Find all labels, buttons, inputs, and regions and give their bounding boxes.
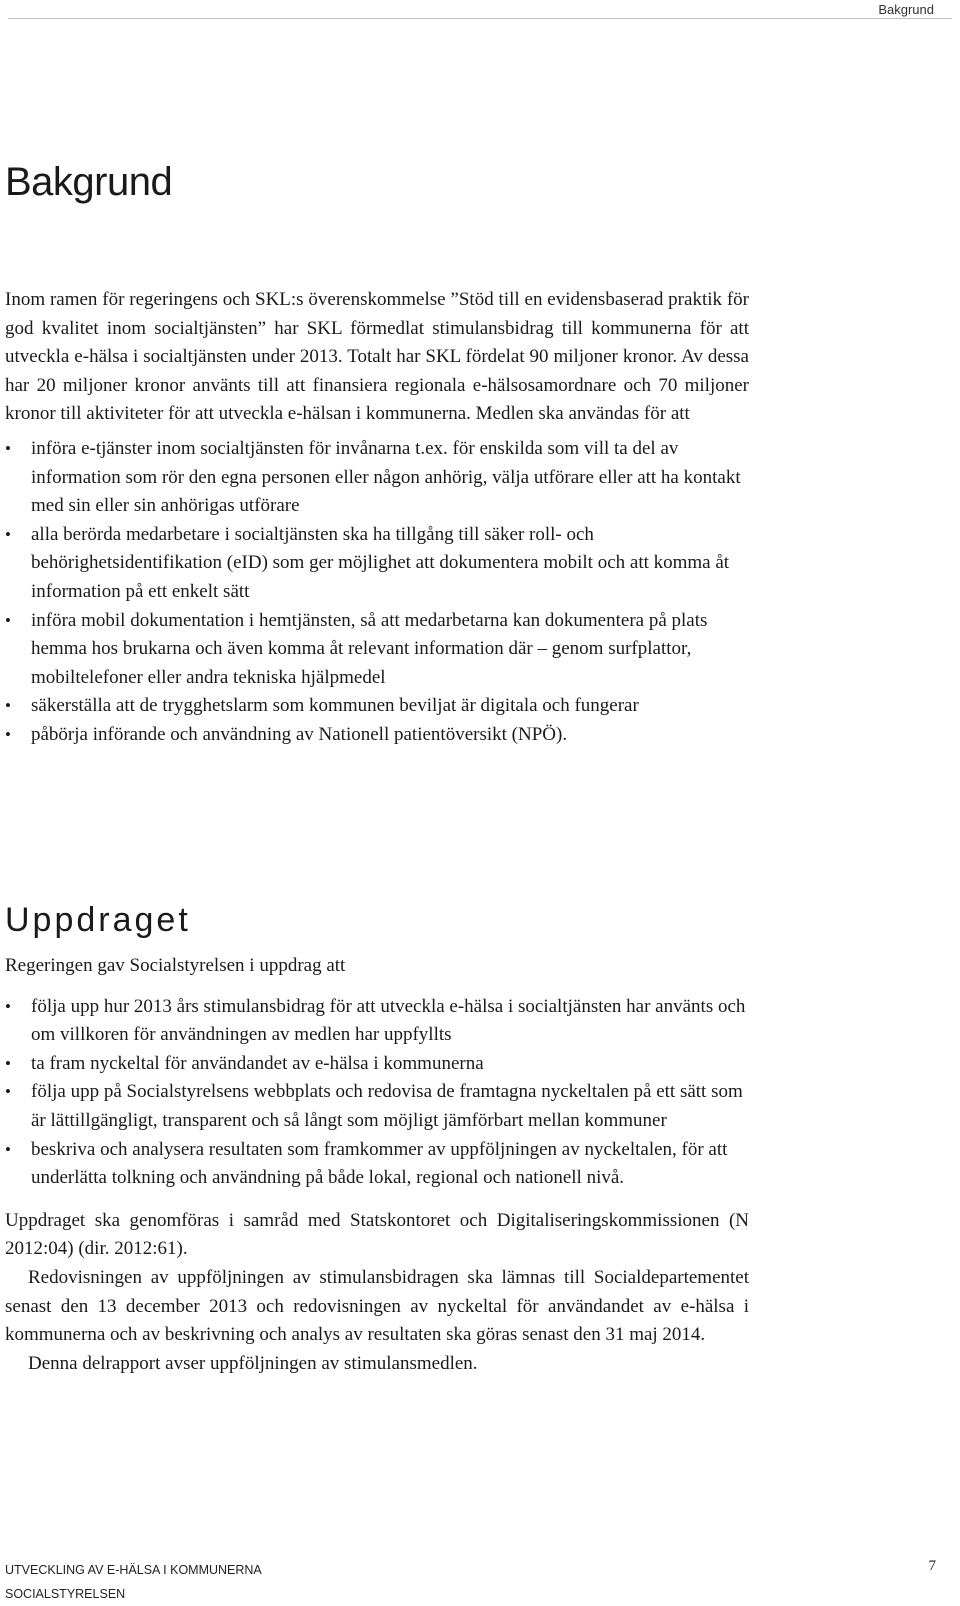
section-heading-uppdraget: Uppdraget bbox=[5, 901, 191, 939]
section-bakgrund-body bbox=[5, 286, 749, 750]
section-heading-bakgrund: Bakgrund bbox=[5, 160, 173, 204]
page-number: 7 bbox=[928, 1558, 936, 1574]
footer-report-title: UTVECKLING AV E-HÄLSA I KOMMUNERNA bbox=[5, 1563, 262, 1577]
paragraph-samrad: Uppdraget ska genomföras i samråd med Statskontoret och Digitaliseringskommissionen (N 2012:04) (dir. 2012:61). bbox=[5, 1209, 749, 1260]
bullet-icon: • bbox=[5, 438, 11, 458]
bullet-icon: • bbox=[5, 1053, 11, 1073]
list-item: • påbörja införande och användning av Nationell patientöversikt (NPÖ). bbox=[5, 721, 749, 750]
paragraph-redovisning: Redovisningen av uppföljningen av stimulansbidragen ska lämnas till Socialdepartementet senast den 13 december 2013 och redovisningen av nyckeltal för användandet av e-hälsa i kommunerna och av beskrivning och analys av resultaten ska göras senast den 31 maj 2014. bbox=[5, 1266, 749, 1346]
bullet-icon: • bbox=[5, 1139, 11, 1159]
running-header: Bakgrund bbox=[878, 2, 934, 17]
list-item: • alla berörda medarbetare i socialtjänsten ska ha tillgång till säker roll- och behörighetsidentifikation (eID) som ger möjlighet att dokumentera mobilt och att komma åt information på ett enkelt sätt bbox=[5, 521, 749, 607]
list-item: • beskriva och analysera resultaten som framkommer av uppföljningen av nyckeltalen, för att underlätta tolkning och användning på både lokal, regional och nationell nivå. bbox=[5, 1136, 749, 1193]
bullet-list-uppdrag bbox=[5, 993, 749, 1193]
intro-paragraph: Regeringen gav Socialstyrelsen i uppdrag att bbox=[5, 955, 346, 976]
bullet-icon: • bbox=[5, 1082, 11, 1102]
bullet-icon: • bbox=[5, 724, 11, 744]
bullet-icon: • bbox=[5, 696, 11, 716]
bullet-icon: • bbox=[5, 610, 11, 630]
list-item: • införa mobil dokumentation i hemtjänsten, så att medarbetarna kan dokumentera på plats hemma hos brukarna och även komma åt relevant information där – genom surfplattor, mobiltelefoner eller andra tekniska hjälpmedel bbox=[5, 607, 749, 693]
paragraph-delrapport: Denna delrapport avser uppföljningen av stimulansmedlen. bbox=[28, 1352, 478, 1374]
list-item: • följa upp hur 2013 års stimulansbidrag för att utveckla e-hälsa i socialtjänsten har använts och om villkoren för användningen av medlen har uppfyllts bbox=[5, 993, 749, 1050]
bullet-icon: • bbox=[5, 524, 11, 544]
intro-paragraph: Inom ramen för regeringens och SKL:s överenskommelse ”Stöd till en evidensbaserad praktik för god kvalitet inom socialtjänsten” har SKL förmedlat stimulansbidrag till kommunerna för att utveckla e-hälsa i socialtjänsten under 2013. Totalt har SKL fördelat 90 miljoner kronor. Av dessa har 20 miljoner kronor använts till att finansiera regionala e-hälsosamordnare och 70 miljoner kronor till aktiviteter för att utveckla e-hälsan i kommunerna. Medlen ska användas för att bbox=[5, 289, 749, 425]
list-item: • följa upp på Socialstyrelsens webbplats och redovisa de framtagna nyckeltalen på ett sätt som är lättillgängligt, transparent och så långt som möjligt jämförbart mellan kommuner bbox=[5, 1078, 749, 1135]
bullet-icon: • bbox=[5, 996, 11, 1016]
footer-publisher: SOCIALSTYRELSEN bbox=[5, 1587, 126, 1601]
footer bbox=[5, 1558, 262, 1606]
list-item: • säkerställa att de trygghetslarm som kommunen beviljat är digitala och fungerar bbox=[5, 692, 749, 721]
bullet-list-medlen bbox=[5, 435, 749, 750]
header-divider bbox=[8, 18, 952, 19]
section-uppdraget-body bbox=[5, 952, 749, 1378]
list-item: • ta fram nyckeltal för användandet av e-hälsa i kommunerna bbox=[5, 1050, 749, 1079]
list-item: • införa e-tjänster inom socialtjänsten för invånarna t.ex. för enskilda som vill ta del av information som rör den egna personen eller någon anhörig, välja utförare eller att ha kontakt med sin eller sin anhörigas utförare bbox=[5, 435, 749, 521]
